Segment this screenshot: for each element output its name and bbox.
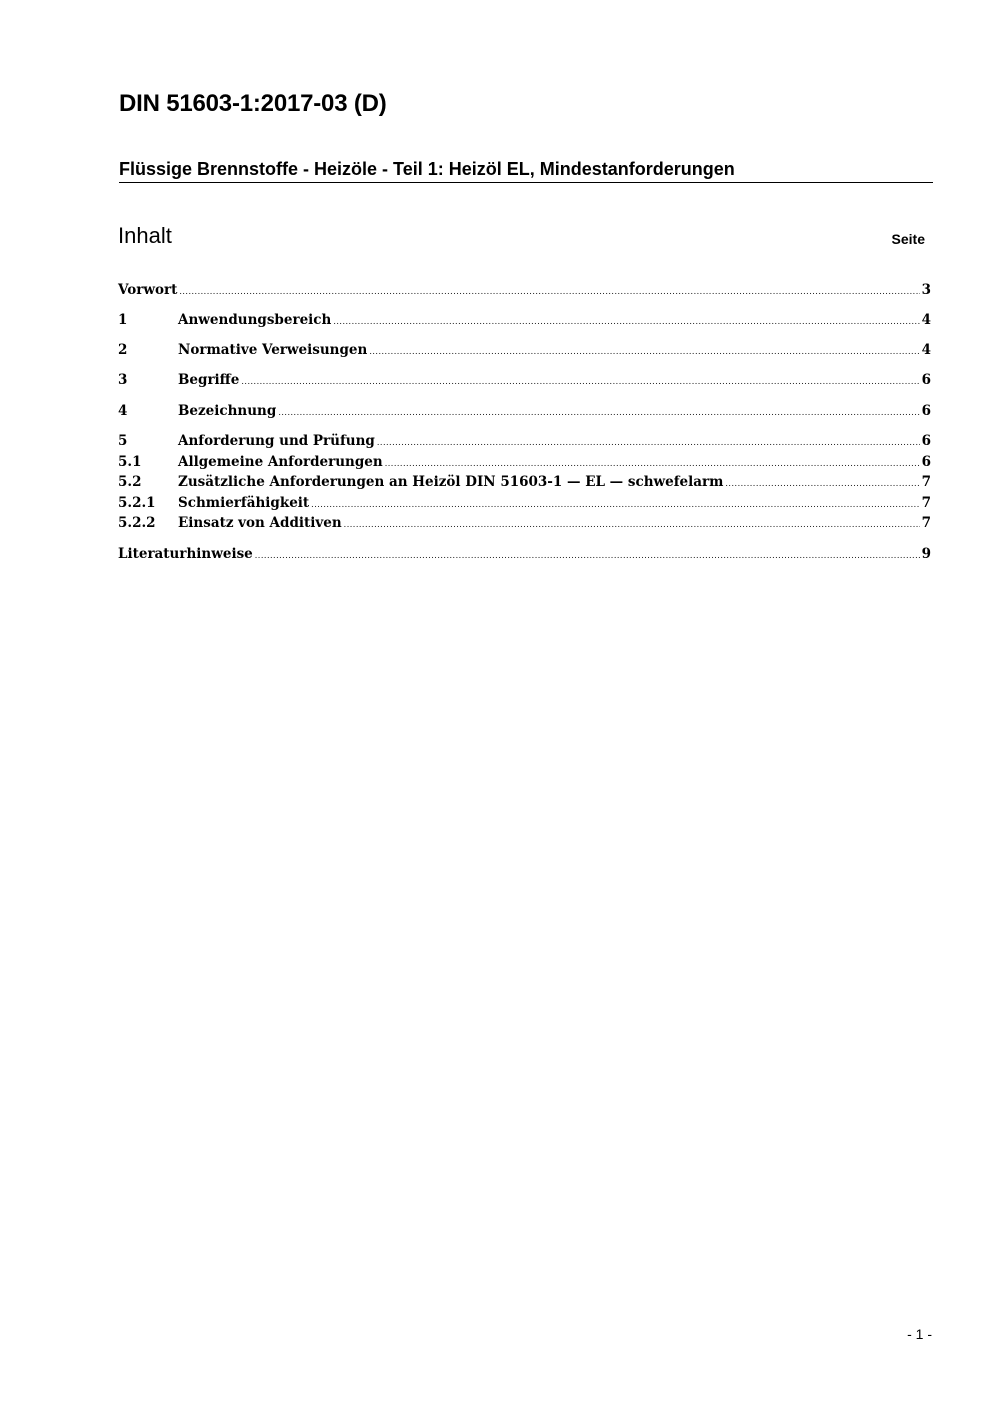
toc-entry-title: Bezeichnung: [178, 403, 277, 419]
toc-entry-page: 6: [921, 372, 931, 388]
toc-dot-leader: [385, 454, 920, 474]
toc-entry-number: 5.2.2: [118, 515, 156, 531]
toc-dot-leader: [179, 282, 919, 302]
toc-entry-2[interactable]: [118, 340, 931, 360]
toc-entry-5[interactable]: [118, 431, 931, 451]
toc-entry-page: 7: [921, 495, 931, 511]
toc-entry-title: Anwendungsbereich: [178, 312, 332, 328]
toc-entry-page: 7: [921, 474, 931, 490]
toc-entry-5-1[interactable]: [118, 452, 931, 472]
toc-dot-leader: [725, 474, 919, 494]
toc-entry-number: 1: [118, 312, 128, 328]
toc-entry-title: Begriffe: [178, 372, 240, 388]
toc-entry-3[interactable]: [118, 370, 931, 390]
toc-entry-page: 7: [921, 515, 931, 531]
toc-entry-5-2-1[interactable]: [118, 493, 931, 513]
toc-entry-number: 5.2.1: [118, 495, 156, 511]
toc-dot-leader: [344, 515, 920, 535]
toc-entry-vorwort[interactable]: [118, 280, 931, 300]
toc-page-column-label: Seite: [891, 231, 925, 247]
toc-entry-title: Einsatz von Additiven: [178, 515, 342, 531]
toc-entry-title: Normative Verweisungen: [178, 342, 368, 358]
toc-dot-leader: [369, 342, 919, 362]
toc-entry-title: Literaturhinweise: [118, 546, 253, 562]
toc-entry-number: 5: [118, 433, 128, 449]
toc-dot-leader: [278, 403, 919, 423]
toc-dot-leader: [333, 312, 919, 332]
toc-entry-5-2[interactable]: [118, 472, 931, 492]
toc-entry-title: Allgemeine Anforderungen: [178, 454, 383, 470]
toc-entry-page: 6: [921, 433, 931, 449]
toc-entry-page: 9: [921, 546, 931, 562]
document-title: DIN 51603-1:2017-03 (D): [119, 90, 387, 117]
toc-entry-number: 4: [118, 403, 128, 419]
toc-entry-5-2-2[interactable]: [118, 513, 931, 533]
page-number: - 1 -: [907, 1326, 932, 1342]
toc-dot-leader: [241, 372, 919, 392]
toc-dot-leader: [255, 546, 920, 566]
toc-entry-number: 5.2: [118, 474, 142, 490]
toc-entry-1[interactable]: [118, 310, 931, 330]
toc-entry-page: 4: [921, 312, 931, 328]
toc-entry-literaturhinweise[interactable]: [118, 544, 931, 564]
toc-entry-page: 4: [921, 342, 931, 358]
toc-entry-number: 3: [118, 372, 128, 388]
toc-entry-title: Zusätzliche Anforderungen an Heizöl DIN 51603-1 — EL — schwefelarm: [178, 474, 724, 490]
toc-entry-title: Schmierfähigkeit: [178, 495, 310, 511]
toc-entry-title: Anforderung und Prüfung: [178, 433, 375, 449]
toc-dot-leader: [377, 433, 920, 453]
document-subtitle: Flüssige Brennstoffe - Heizöle - Teil 1: Heizöl EL, Mindestanforderungen: [119, 158, 933, 183]
toc-entry-4[interactable]: [118, 401, 931, 421]
toc-entry-number: 5.1: [118, 454, 142, 470]
toc-dot-leader: [311, 495, 919, 515]
toc-entry-number: 2: [118, 342, 128, 358]
toc-entry-page: 6: [921, 454, 931, 470]
toc-entry-page: 3: [921, 282, 931, 298]
toc-entry-page: 6: [921, 403, 931, 419]
toc-entry-title: Vorwort: [118, 282, 178, 298]
toc-heading: Inhalt: [118, 223, 172, 248]
